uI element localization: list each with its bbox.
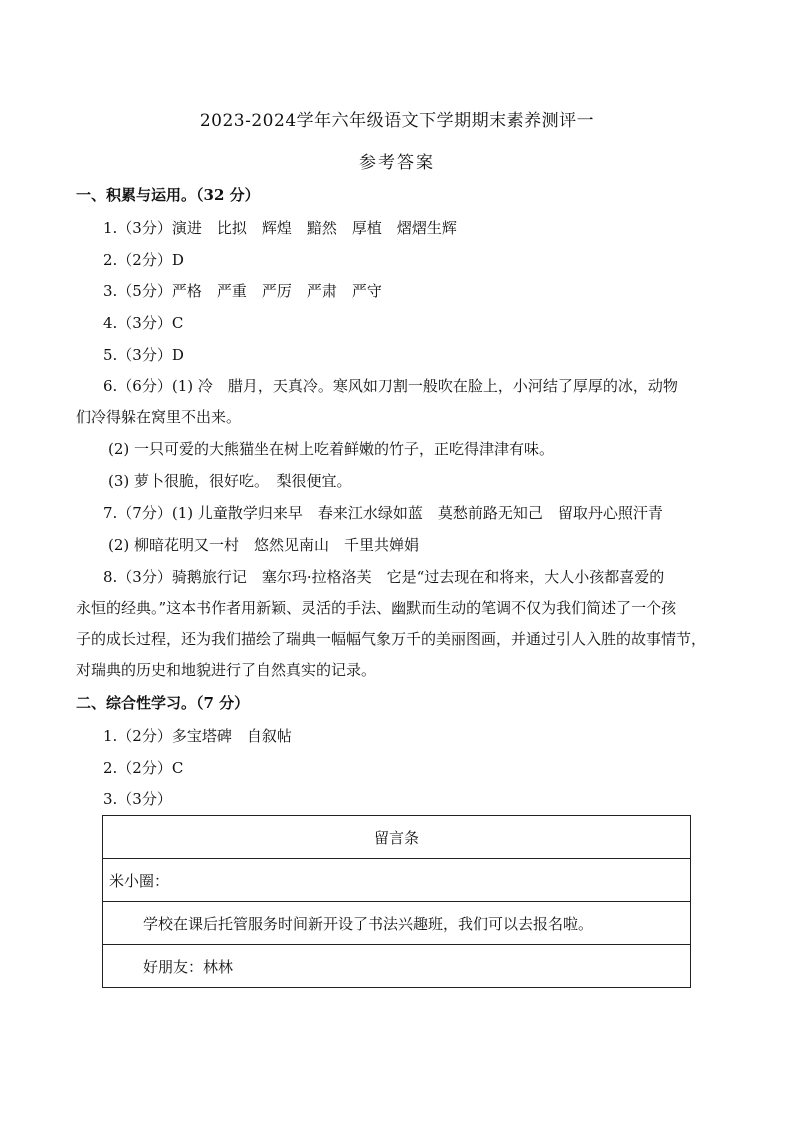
section1-heading: 一、积累与运用。（32 分） — [76, 186, 260, 204]
page-title: 2023-2024学年六年级语文下学期期末素养测评一 — [199, 111, 595, 131]
answer-1-7-part2: (2) 柳暗花明又一村 悠然见南山 千里共婵娟 — [108, 536, 420, 554]
answer-1-7-part1: 7.（7分）(1) 儿童散学归来早 春来江水绿如蓝 莫愁前路无知己 留取丹心照汗青 — [103, 504, 663, 522]
answer-1-6-line1: 6.（6分）(1) 冷 腊月，天真冷。寒风如刀割一般吹在脸上，小河结了厚厚的冰，动物 — [103, 377, 678, 395]
answer-1-6-part2: (2) 一只可爱的大熊猫坐在树上吃着鲜嫩的竹子，正吃得津津有味。 — [108, 440, 555, 458]
answer-1-1: 1.（3分）演进 比拟 辉煌 黯然 厚植 熠熠生辉 — [103, 219, 457, 237]
answer-1-8-line1: 8.（3分）骑鹅旅行记 塞尔玛·拉格洛芙 它是“过去现在和将来，大人小孩都喜爱的 — [103, 568, 665, 586]
answer-2-1: 1.（2分）多宝塔碑 自叙帖 — [103, 727, 292, 745]
answer-1-4: 4.（3分）C — [103, 314, 184, 332]
answer-2-2: 2.（2分）C — [103, 759, 184, 777]
section2-heading: 二、综合性学习。（7 分） — [76, 694, 250, 712]
answer-2-3: 3.（3分） — [103, 790, 172, 808]
answer-1-8-line4: 对瑞典的历史和地貌进行了自然真实的记录。 — [76, 661, 377, 679]
answer-1-6-part3: (3) 萝卜很脆，很好吃。 梨很便宜。 — [108, 472, 352, 490]
note-title: 留言条 — [103, 816, 691, 859]
answer-1-8-line2: 永恒的经典。”这本书作者用新颖、灵活的手法、幽默而生动的笔调不仅为我们简述了一个孩 — [76, 599, 677, 617]
answer-1-6-line2: 们冷得躲在窝里不出来。 — [76, 408, 242, 426]
note-signature: 好朋友：林林 — [103, 945, 691, 988]
answer-1-5: 5.（3分）D — [103, 346, 184, 364]
note-recipient: 米小圈： — [103, 859, 691, 902]
message-note-table — [102, 815, 691, 988]
answer-1-2: 2.（2分）D — [103, 251, 184, 269]
note-body: 学校在课后托管服务时间新开设了书法兴趣班，我们可以去报名啦。 — [103, 902, 691, 945]
page-subtitle: 参考答案 — [359, 153, 435, 173]
answer-1-8-line3: 子的成长过程，还为我们描绘了瑞典一幅幅气象万千的美丽图画，并通过引人入胜的故事情节， — [76, 630, 707, 648]
answer-1-3: 3.（5分）严格 严重 严厉 严肃 严守 — [103, 282, 382, 300]
